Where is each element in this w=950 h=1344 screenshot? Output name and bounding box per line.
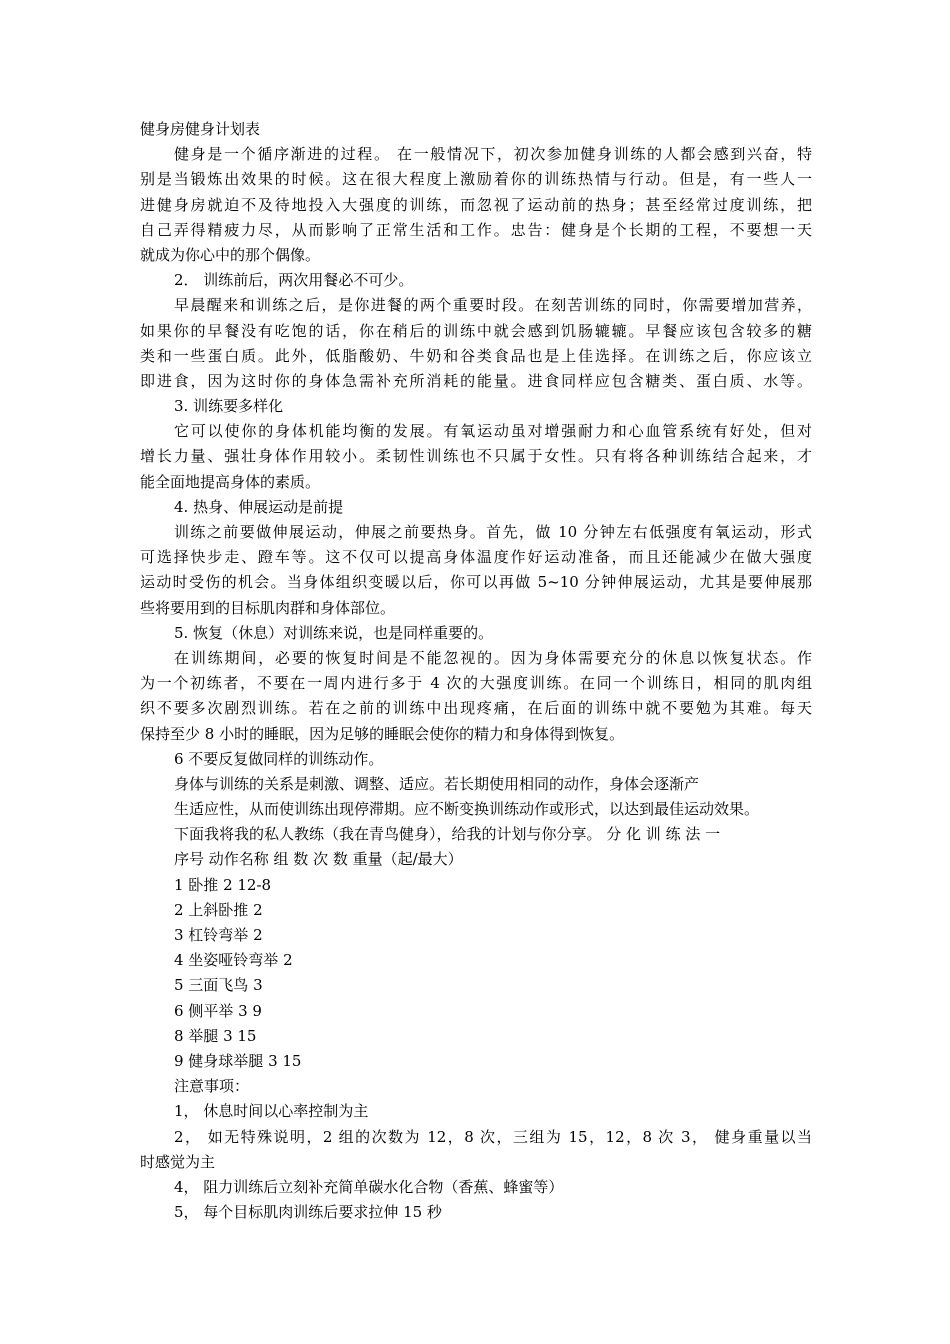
- paragraph-line: 如果你的早餐没有吃饱的话，你在稍后的训练中就会感到饥肠辘辘。早餐应该包含较多的糖: [140, 321, 812, 340]
- paragraph-line: 别是当锻炼出效果的时候。这在很大程度上激励着你的训练热情与行动。但是，有一些人一: [140, 170, 812, 189]
- table-row: 6 侧平举 3 9: [174, 1001, 262, 1020]
- table-row: 5 三面飞鸟 3: [174, 976, 263, 995]
- paragraph-line: 就成为你心中的那个偶像。: [140, 245, 321, 264]
- notes-heading: 注意事项：: [174, 1077, 250, 1096]
- paragraph-line: 能全面地提高身体的素质。: [140, 472, 321, 491]
- paragraph-line: 可选择快步走、蹬车等。这不仅可以提高身体温度作好运动准备，而且还能减少在做大强度: [140, 548, 812, 567]
- document-body: [140, 117, 812, 1225]
- table-row: 4 坐姿哑铃弯举 2: [174, 951, 293, 970]
- table-row: 2 上斜卧推 2: [174, 900, 263, 919]
- note-item: 5， 每个目标肌肉训练后要求拉伸 15 秒: [174, 1203, 442, 1222]
- paragraph-line: 生适应性，从而使训练出现停滞期。应不断变换训练动作或形式，以达到最佳运动效果。: [174, 800, 760, 819]
- table-header: 序号 动作名称 组 数 次 数 重量（起/最大）: [174, 850, 463, 869]
- section-heading: 2． 训练前后，两次用餐必不可少。: [174, 271, 414, 290]
- page-title: 健身房健身计划表: [140, 120, 261, 138]
- table-row: 8 举腿 3 15: [174, 1026, 257, 1045]
- paragraph-line: 些将要用到的目标肌肉群和身体部位。: [140, 598, 396, 617]
- note-item: 2， 如无特殊说明，2 组的次数为 12，8 次，三组为 15，12，8 次 3， 健身重量以当: [174, 1127, 812, 1146]
- paragraph-line: 在训练期间，必要的恢复时间是不能忽视的。因为身体需要充分的休息以恢复状态。作: [174, 648, 812, 667]
- paragraph-line: 为一个初练者，不要在一周内进行多于 4 次的大强度训练。在同一个训练日，相同的肌肉组: [140, 674, 812, 693]
- paragraph-line: 运动时受伤的机会。当身体组织变暖以后，你可以再做 5~10 分钟伸展运动，尤其是要伸展那: [140, 573, 812, 592]
- table-row: 1 卧推 2 12-8: [174, 875, 272, 894]
- note-item: 时感觉为主: [140, 1152, 216, 1171]
- paragraph-line: 早晨醒来和训练之后，是你进餐的两个重要时段。在刻苦训练的同时，你需要增加营养，: [174, 296, 812, 315]
- paragraph-line: 保持至少 8 小时的睡眠，因为足够的睡眠会使你的精力和身体得到恢复。: [140, 724, 625, 743]
- table-row: 3 杠铃弯举 2: [174, 926, 263, 944]
- section-heading: 3. 训练要多样化: [174, 397, 284, 416]
- section-heading: 5. 恢复（休息）对训练来说，也是同样重要的。: [174, 623, 494, 642]
- paragraph-line: 它可以使你的身体机能均衡的发展。有氧运动虽对增强耐力和心血管系统有好处，但对: [174, 422, 812, 441]
- paragraph-line: 身体与训练的关系是刺激、调整、适应。若长期使用相同的动作，身体会逐渐产: [174, 774, 700, 793]
- paragraph-line: 增长力量、强壮身体作用较小。柔韧性训练也不只属于女性。只有将各种训练结合起来，才: [140, 447, 812, 466]
- table-row: 9 健身球举腿 3 15: [174, 1051, 302, 1070]
- section-heading: 4. 热身、伸展运动是前提: [174, 497, 344, 516]
- note-item: 4， 阻力训练后立刻补充简单碳水化合物（香蕉、蜂蜜等）: [174, 1177, 564, 1196]
- note-item: 1， 休息时间以心率控制为主: [174, 1102, 369, 1121]
- paragraph-line: 即进食，因为这时你的身体急需补充所消耗的能量。进食同样应包含糖类、蛋白质、水等。: [140, 371, 812, 390]
- paragraph-line: 健身是一个循序渐进的过程。 在一般情况下，初次参加健身训练的人都会感到兴奋，特: [174, 145, 812, 164]
- section-heading: 6 不要反复做同样的训练动作。: [174, 749, 384, 768]
- paragraph-line: 下面我将我的私人教练（我在青鸟健身），给我的计划与你分享。 分 化 训 练 法 一: [174, 825, 721, 844]
- paragraph-line: 类和一些蛋白质。此外，低脂酸奶、牛奶和谷类食品也是上佳选择。在训练之后，你应该立: [140, 346, 812, 365]
- paragraph-line: 进健身房就迫不及待地投入大强度的训练，而忽视了运动前的热身；甚至经常过度训练，把: [140, 195, 812, 214]
- paragraph-line: 织不要多次剧烈训练。若在之前的训练中出现疼痛，在后面的训练中就不要勉为其难。每天: [140, 699, 812, 718]
- paragraph-line: 自己弄得精疲力尽，从而影响了正常生活和工作。忠告：健身是个长期的工程，不要想一天: [140, 220, 812, 239]
- paragraph-line: 训练之前要做伸展运动，伸展之前要热身。首先，做 10 分钟左右低强度有氧运动，形式: [174, 523, 812, 541]
